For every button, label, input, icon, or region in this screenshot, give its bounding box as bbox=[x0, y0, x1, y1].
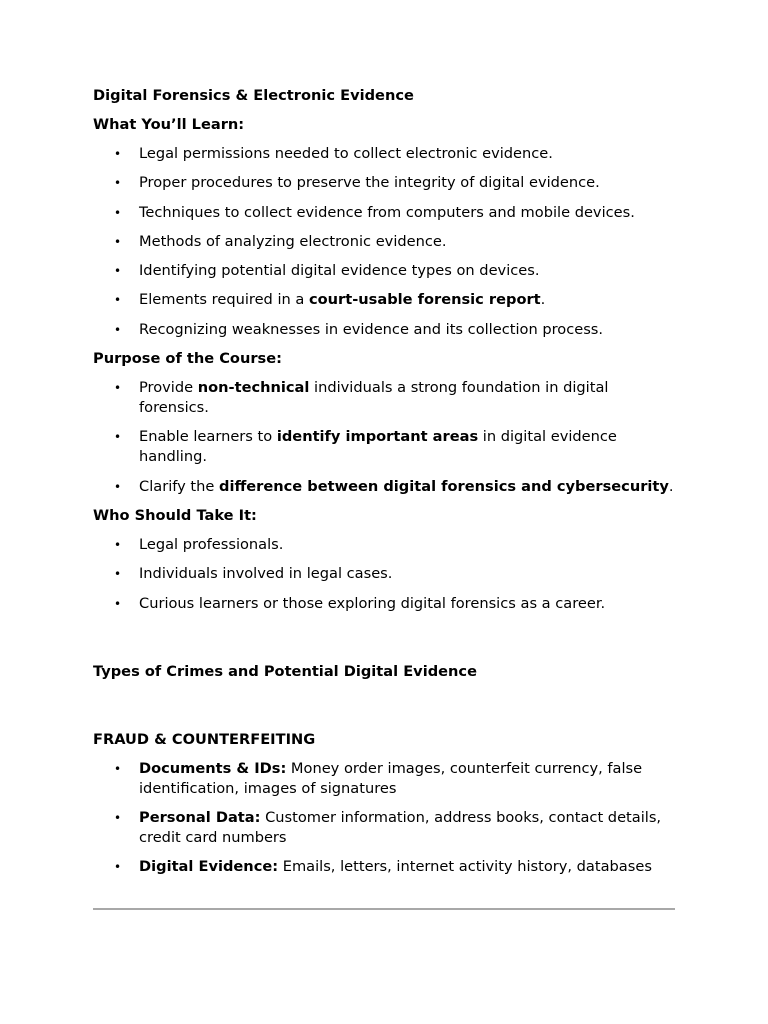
list-item: • Legal permissions needed to collect electronic evidence. bbox=[114, 145, 553, 162]
types-heading: Types of Crimes and Potential Digital Evidence bbox=[93, 662, 477, 680]
bullet-icon: • bbox=[114, 430, 122, 445]
list-item: • Curious learners or those exploring digital forensics as a career. bbox=[114, 594, 606, 612]
bullet-icon: • bbox=[114, 596, 122, 611]
bullet-icon: • bbox=[114, 176, 122, 191]
bullet-icon: • bbox=[114, 860, 122, 875]
bullet-icon: • bbox=[114, 322, 122, 337]
list-item: • Legal professionals. bbox=[114, 535, 284, 553]
emphasis-text: difference between digital forensics and cybersecurity bbox=[219, 477, 669, 495]
document-page bbox=[93, 86, 675, 887]
bullet-icon: • bbox=[114, 381, 122, 396]
audience-list bbox=[93, 535, 675, 614]
list-item: • Recognizing weaknesses in evidence and its collection process. bbox=[114, 320, 604, 338]
emphasis-text: court-usable forensic report bbox=[308, 291, 541, 309]
spacer bbox=[93, 623, 675, 662]
emphasis-text: identify important areas bbox=[276, 428, 479, 446]
list-item: • Techniques to collect evidence from computers and mobile devices. bbox=[114, 203, 635, 221]
item-label: Digital Evidence: bbox=[139, 858, 279, 876]
learn-heading: What You’ll Learn: bbox=[93, 116, 245, 133]
bullet-icon: • bbox=[114, 293, 122, 308]
list-item: • Identifying potential digital evidence types on devices. bbox=[114, 262, 540, 280]
list-item: • Individuals involved in legal cases. bbox=[114, 565, 393, 583]
bullet-icon: • bbox=[114, 264, 122, 279]
item-label: Documents & IDs: bbox=[139, 759, 287, 777]
emphasis-text: non-technical bbox=[197, 379, 310, 397]
document-title: Digital Forensics & Electronic Evidence bbox=[93, 87, 414, 104]
learn-list bbox=[93, 144, 675, 340]
list-item: • Personal Data: Customer information, address books, contact details, credit card numbers bbox=[114, 809, 662, 847]
list-item: • Proper procedures to preserve the integrity of digital evidence. bbox=[114, 174, 600, 192]
purpose-heading: Purpose of the Course: bbox=[93, 350, 282, 368]
bullet-icon: • bbox=[114, 811, 122, 826]
bullet-icon: • bbox=[114, 761, 122, 776]
bullet-icon: • bbox=[114, 234, 122, 249]
list-item: • Enable learners to identify important areas in digital evidence handling. bbox=[114, 428, 617, 466]
bullet-icon: • bbox=[114, 537, 122, 552]
bullet-icon: • bbox=[114, 205, 122, 220]
fraud-heading: FRAUD & COUNTERFEITING bbox=[93, 730, 316, 748]
item-label: Personal Data: bbox=[139, 809, 261, 827]
fraud-list bbox=[93, 759, 675, 878]
purpose-list bbox=[93, 378, 675, 497]
list-item: • Elements required in a court-usable forensic report. bbox=[114, 291, 546, 309]
horizontal-divider bbox=[93, 908, 675, 910]
bullet-icon: • bbox=[114, 147, 122, 161]
bullet-icon: • bbox=[114, 479, 122, 494]
list-item: • Clarify the difference between digital forensics and cybersecurity. bbox=[114, 477, 674, 495]
spacer bbox=[93, 691, 675, 730]
list-item: • Digital Evidence: Emails, letters, internet activity history, databases bbox=[114, 858, 652, 876]
list-item: • Provide non-technical individuals a strong foundation in digital forensics. bbox=[114, 379, 609, 417]
list-item: • Documents & IDs: Money order images, counterfeit currency, false identification, images of signatures bbox=[114, 759, 643, 797]
list-item: • Methods of analyzing electronic evidence. bbox=[114, 232, 447, 250]
bullet-icon: • bbox=[114, 567, 122, 582]
audience-heading: Who Should Take It: bbox=[93, 506, 257, 524]
